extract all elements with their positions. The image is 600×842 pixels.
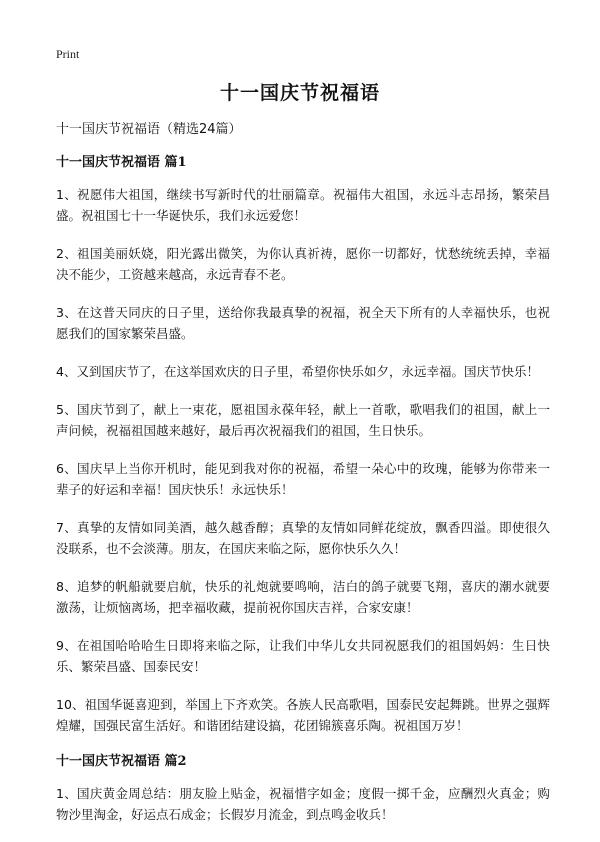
paragraph: 5、国庆节到了，献上一束花，愿祖国永葆年轻，献上一首歌，歌唱我们的祖国，献上一声问候，祝福祖国越来越好，最后再次祝福我们的祖国，生日快乐。 — [56, 402, 550, 438]
article-subtitle: 十一国庆节祝福语（精选24篇） — [56, 122, 242, 137]
paragraph: 9、在祖国哈哈哈生日即将来临之际，让我们中华儿女共同祝愿我们的祖国妈妈：生日快乐、繁荣昌盛、国泰民安！ — [56, 638, 550, 674]
paragraph: 7、真挚的友情如同美酒，越久越香醇；真挚的友情如同鲜花绽放，飘香四溢。即使很久没联系，也不会淡薄。朋友，在国庆来临之际，愿你快乐久久！ — [56, 520, 550, 556]
paragraph: 1、祝愿伟大祖国，继续书写新时代的壮丽篇章。祝福伟大祖国，永远斗志昂扬，繁荣昌盛。祝祖国七十一华诞快乐，我们永远爱您！ — [56, 187, 550, 223]
paragraph: 6、国庆早上当你开机时，能见到我对你的祝福，希望一朵心中的玫瑰，能够为你带来一辈子的好运和幸福！国庆快乐！永远快乐！ — [56, 461, 550, 497]
section-2 — [56, 753, 550, 825]
section-heading: 十一国庆节祝福语 篇1 — [56, 155, 187, 170]
paragraph: 8、追梦的帆船就要启航，快乐的礼炮就要鸣响，洁白的鸽子就要飞翔，喜庆的潮水就要激荡，让烦恼离场，把幸福收藏，提前祝你国庆吉祥，合家安康！ — [56, 579, 550, 615]
section-heading: 十一国庆节祝福语 篇2 — [56, 754, 187, 769]
article-body — [56, 121, 550, 842]
section-1 — [56, 154, 550, 736]
paragraph: 3、在这普天同庆的日子里，送给你我最真挚的祝福，祝全天下所有的人幸福快乐，也祝愿我们的国家繁荣昌盛。 — [56, 305, 550, 341]
print-link[interactable]: Print — [56, 47, 80, 61]
paragraph: 4、又到国庆节了，在这举国欢庆的日子里，希望你快乐如夕，永远幸福。国庆节快乐！ — [56, 364, 539, 379]
paragraph: 10、祖国华诞喜迎到，举国上下齐欢笑。各族人民高歌唱，国泰民安起舞跳。世界之强辉煌耀，国强民富生活好。和谐团结建设搞，花团锦簇喜乐陶。祝祖国万岁！ — [56, 697, 550, 733]
page-title: 十一国庆节祝福语 — [219, 82, 380, 104]
paragraph: 1、国庆黄金周总结：朋友脸上贴金，祝福惜字如金；度假一掷千金，应酬烈火真金；购物沙里淘金，好运点石成金；长假岁月流金，到点鸣金收兵！ — [56, 786, 550, 822]
paragraph: 2、祖国美丽妖娆，阳光露出微笑，为你认真祈祷，愿你一切都好，忧愁统统丢掉，幸福决不能少，工资越来越高，永远青春不老。 — [56, 246, 550, 282]
